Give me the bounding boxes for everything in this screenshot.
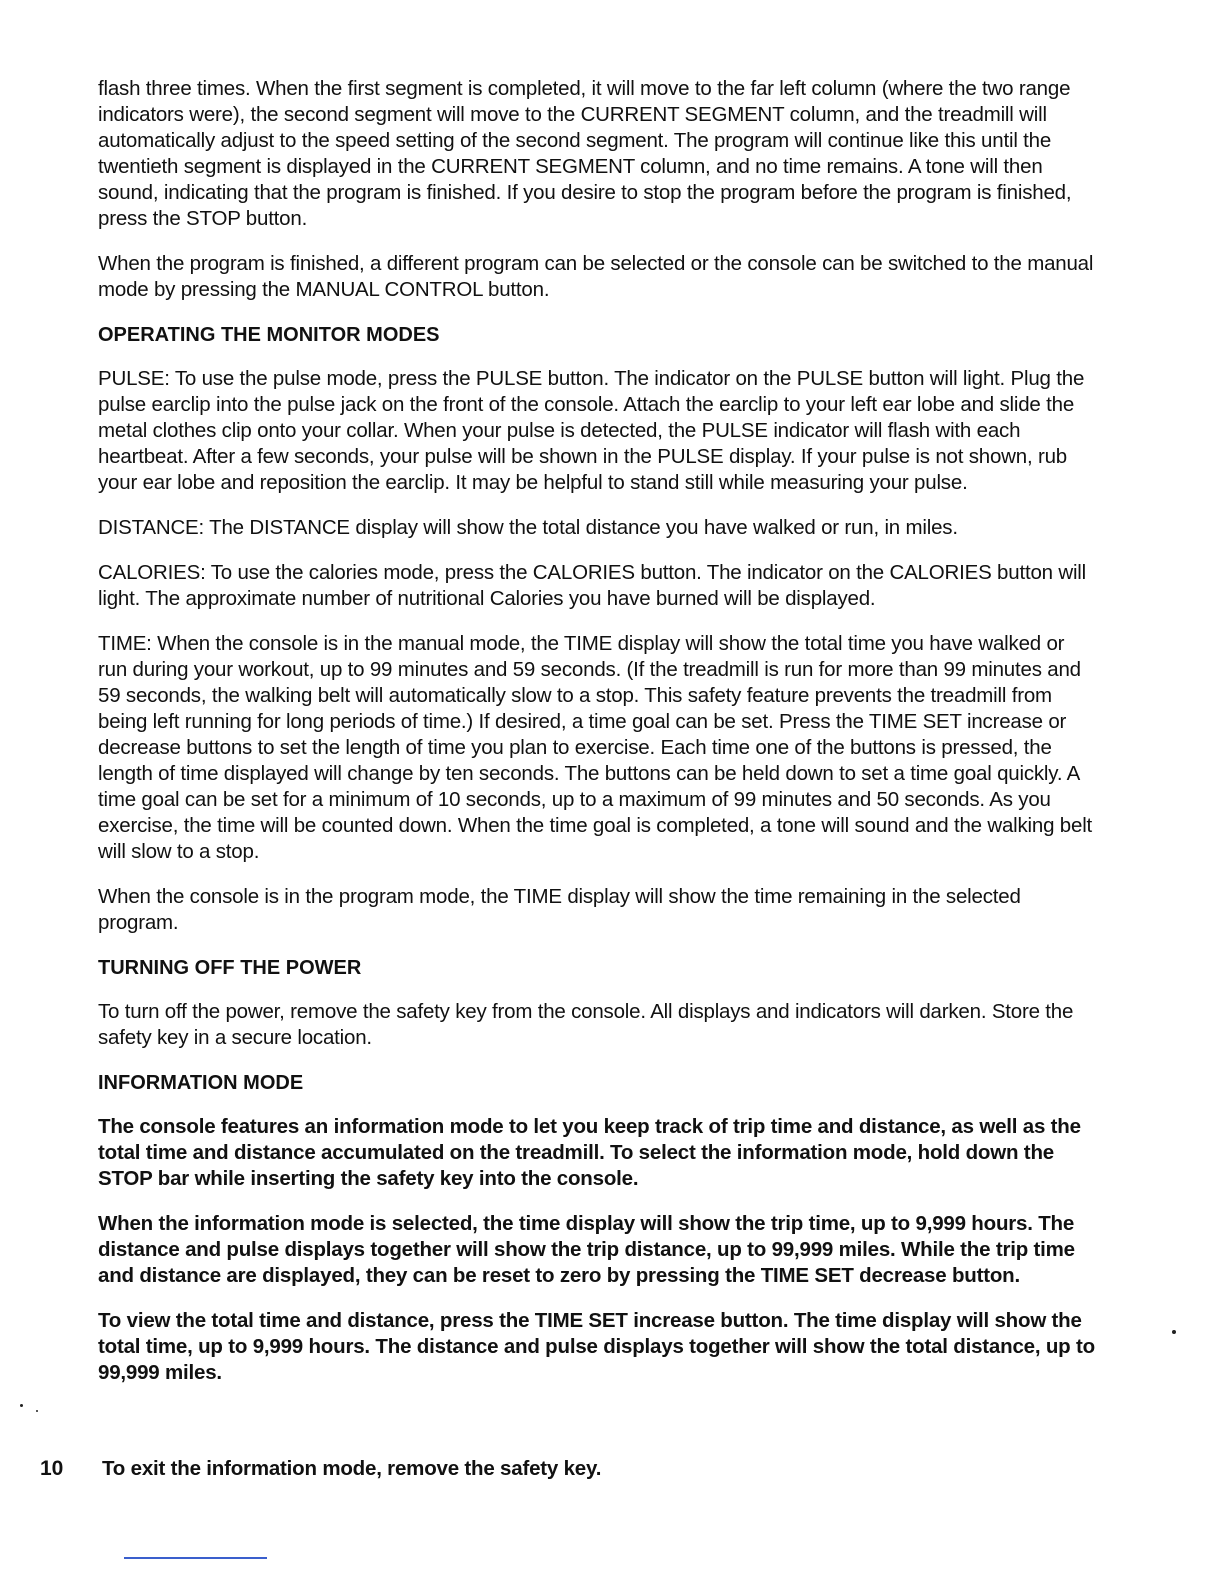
paragraph-calories: CALORIES: To use the calories mode, press the CALORIES button. The indicator on the CALORIES button will light. The approximate number of nutritional Calories you have burned will be displayed. bbox=[98, 561, 1087, 610]
heading-turning-off-power: TURNING OFF THE POWER bbox=[98, 957, 362, 979]
paragraph-time-program-mode: When the console is in the program mode, the TIME display will show the time remaining in the selected program. bbox=[98, 885, 1021, 934]
paragraph-info-exit: To exit the information mode, remove the safety key. bbox=[102, 1457, 602, 1480]
heading-monitor-modes: OPERATING THE MONITOR MODES bbox=[98, 324, 440, 346]
scan-speck bbox=[20, 1404, 23, 1407]
page-number: 10 bbox=[40, 1457, 64, 1480]
footer-rule bbox=[124, 1557, 267, 1559]
paragraph-program-finished: When the program is finished, a different program can be selected or the console can be switched to the manual mode by pressing the MANUAL CONTROL button. bbox=[98, 252, 1094, 301]
heading-information-mode: INFORMATION MODE bbox=[98, 1072, 304, 1094]
paragraph-info-total: To view the total time and distance, press the TIME SET increase button. The time display will show the total time, up to 9,999 hours. The distance and pulse displays together will show the total distance, up to 99,999 miles. bbox=[98, 1309, 1095, 1384]
paragraph-distance: DISTANCE: The DISTANCE display will show the total distance you have walked or run, in miles. bbox=[98, 516, 958, 539]
paragraph-info-trip: When the information mode is selected, the time display will show the trip time, up to 9,999 hours. The distance and pulse displays together will show the trip distance, up to 99,999 miles. While the trip time and distance are displayed, they can be reset to zero by pressing the TIME SET decrease button. bbox=[98, 1212, 1075, 1287]
paragraph-program-segments: flash three times. When the first segment is completed, it will move to the far left column (where the two range indicators were), the second segment will move to the CURRENT SEGMENT column, and the treadmill will automatically adjust to the speed setting of the second segment. The program will continue like this until the twentieth segment is displayed in the CURRENT SEGMENT column, and no time remains. A tone will then sound, indicating that the program is finished. If you desire to stop the program before the program is finished, press the STOP button. bbox=[98, 77, 1072, 230]
paragraph-pulse: PULSE: To use the pulse mode, press the PULSE button. The indicator on the PULSE button will light. Plug the pulse earclip into the pulse jack on the front of the console. Attach the earclip to your left ear lobe and slide the metal clothes clip onto your collar. When your pulse is detected, the PULSE indicator will flash with each heartbeat. After a few seconds, your pulse will be shown in the PULSE display. If your pulse is not shown, rub your ear lobe and reposition the earclip. It may be helpful to stand still while measuring your pulse. bbox=[98, 367, 1085, 494]
paragraph-time: TIME: When the console is in the manual mode, the TIME display will show the total time you have walked or run during your workout, up to 99 minutes and 59 seconds. (If the treadmill is run for more than 99 minutes and 59 seconds, the walking belt will automatically slow to a stop. This safety feature prevents the treadmill from being left running for long periods of time.) If desired, a time goal can be set. Press the TIME SET increase or decrease buttons to set the length of time you plan to exercise. Each time one of the buttons is pressed, the length of time displayed will change by ten seconds. The buttons can be held down to set a time goal quickly. A time goal can be set for a minimum of 10 seconds, up to a maximum of 99 minutes and 50 seconds. As you exercise, the time will be counted down. When the time goal is completed, a tone will sound and the walking belt will slow to a stop. bbox=[98, 632, 1093, 863]
page-body bbox=[98, 76, 1098, 1405]
scan-speck bbox=[36, 1410, 38, 1412]
scan-speck bbox=[1172, 1330, 1176, 1334]
paragraph-power-off: To turn off the power, remove the safety key from the console. All displays and indicators will darken. Store the safety key in a secure location. bbox=[98, 1000, 1074, 1049]
paragraph-info-intro: The console features an information mode to let you keep track of trip time and distance, as well as the total time and distance accumulated on the treadmill. To select the information mode, hold down the STOP bar while inserting the safety key into the console. bbox=[98, 1115, 1081, 1190]
